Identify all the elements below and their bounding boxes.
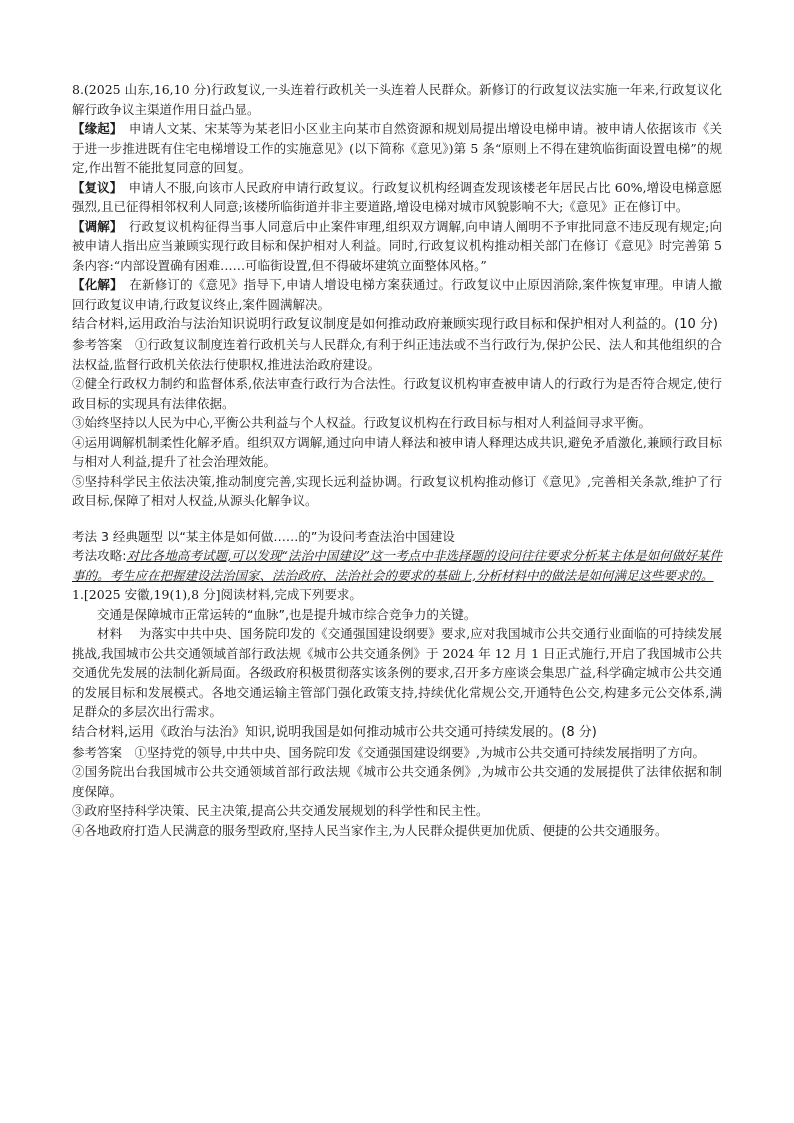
answer-text: ①行政复议制度连着行政机关与人民群众,有利于纠正违法或不当行政行为,保护公民、法人和其他组织的合法权益,监督行政机关依法行使职权,推进法治政府建设。 — [72, 337, 722, 372]
answer-8-4: ④运用调解机制柔性化解矛盾。组织双方调解,通过向申请人释法和被申请人释理达成共识,避免矛盾激化,兼顾行政目标与相对人利益,提升了社会治理效能。 — [72, 434, 722, 469]
method-3-strategy — [72, 546, 722, 585]
section-label: 【化解】 — [72, 277, 117, 292]
section-text: 申请人文某、宋某等为某老旧小区业主向某市自然资源和规划局提出增设电梯申请。被申请人依据该市《关于进一步推进既有住宅电梯增设工作的实施意见》(以下简称《意见》)第 5 条“原则上不得在建筑临街面设置电梯”的规定,作出暂不能批复同意的回复。 — [72, 121, 722, 175]
section-text: 行政复议机构征得当事人同意后中止案件审理,组织双方调解,向申请人阐明不予审批同意不违反现有规定;向被申请人指出应当兼顾实现行政目标和保护相对人利益。同时,行政复议机构推动相关部门在修订《意见》时完善第 5 条内容:“内部设置确有困难……可临街设置,但不得破坏建筑立面整体风格。” — [72, 218, 722, 273]
question-1-material — [72, 624, 722, 722]
section-label: 【复议】 — [72, 179, 117, 195]
material-label: 材料 — [97, 626, 123, 641]
answer-text: ①坚持党的领导,中共中央、国务院印发《交通强国建设纲要》,为城市公共交通可持续发展指明了方向。 — [134, 744, 705, 760]
answer-label: 参考答案 — [72, 744, 123, 760]
section-resolution — [72, 275, 722, 314]
answer-1-4: ④各地政府打造人民满意的服务型政府,坚持人民当家作主,为人民群众提供更加优质、便捷的公共交通服务。 — [72, 822, 668, 838]
question-8-prompt: 结合材料,运用政治与法治知识说明行政复议制度是如何推动政府兼顾实现行政目标和保护相对人利益的。(10 分) — [72, 317, 718, 332]
strategy-text: 对比各地高考试题,可以发现“法治中国建设”这一考点中非选择题的设问往往要求分析某主体是如何做好某件事的。考生应在把握建设法治国家、法治政府、法治社会的要求的基础上,分析材料中的做法是如何满足这些要求的。 — [72, 548, 722, 583]
strategy-label: 考法攻略: — [72, 548, 127, 563]
document-page — [72, 80, 722, 840]
section-label: 【调解】 — [72, 218, 117, 234]
method-3-title: 考法 3 经典题型 以“某主体是如何做……的”为设问考查法治中国建设 — [72, 528, 455, 544]
answer-1-3: ③政府坚持科学决策、民主决策,提高公共交通发展规划的科学性和民主性。 — [72, 803, 489, 818]
answer-8-5: ⑤坚持科学民主依法决策,推动制度完善,实现长远利益协调。行政复议机构推动修订《意见》,完善相关条款,维护了行政目标,保障了相对人权益,从源头化解争议。 — [72, 473, 722, 508]
section-text: 申请人不服,向该市人民政府申请行政复议。行政复议机构经调查发现该楼老年居民占比 60%,增设电梯意愿强烈,且已征得相邻权利人同意;该楼所临街道并非主要道路,增设电梯对城市风貌影响不大;《意见》正在修订中。 — [72, 179, 722, 214]
answer-1-1 — [72, 743, 722, 763]
question-8-intro: 8.(2025 山东,16,10 分)行政复议,一头连着行政机关一头连着人民群众。新修订的行政复议法实施一年来,行政复议化解行政争议主渠道作用日益凸显。 — [72, 82, 722, 117]
question-1-intro: 1.[2025 安徽,19(1),8 分]阅读材料,完成下列要求。 — [72, 587, 362, 602]
answer-label: 参考答案 — [72, 337, 123, 352]
material-text: 为落实中共中央、国务院印发的《交通强国建设纲要》要求,应对我国城市公共交通行业面临的可持续发展挑战,我国城市公共交通领域首部行政法规《城市公共交通条例》于 2024 年 12 月 1 日正式施行,开启了我国城市公共交通优先发展的法制化新局面。各级政府积极贯彻落实该条例的要求,召开多方座谈会集思广益,科学确定城市公共交通的发展目标和发展模式。各地交通运输主管部门强化政策支持,持续优化常规公交,开通特色公交,构建多元公交体系,满足群众的多层次出行需求。 — [72, 626, 722, 719]
answer-8-2: ②健全行政权力制约和监督体系,依法审查行政行为合法性。行政复议机构审查被申请人的行政行为是否符合规定,使行政目标的实现具有法律依据。 — [72, 376, 722, 411]
question-1-lead: 交通是保障城市正常运转的“血脉”,也是提升城市综合竞争力的关键。 — [97, 606, 477, 622]
section-text: 在新修订的《意见》指导下,申请人增设电梯方案获通过。行政复议中止原因消除,案件恢复审理。申请人撤回行政复议申请,行政复议终止,案件圆满解决。 — [72, 277, 722, 312]
section-origin — [72, 119, 722, 178]
answer-1-2: ②国务院出台我国城市公共交通领域首部行政法规《城市公共交通条例》,为城市公共交通的发展提供了法律依据和制度保障。 — [72, 764, 722, 799]
section-label: 【缘起】 — [72, 121, 117, 136]
question-1-prompt: 结合材料,运用《政治与法治》知识,说明我国是如何推动城市公共交通可持续发展的。(8 分) — [72, 724, 597, 740]
section-review — [72, 178, 722, 217]
section-mediation — [72, 217, 722, 276]
answer-8-1 — [72, 335, 722, 374]
answer-8-3: ③始终坚持以人民为中心,平衡公共利益与个人权益。行政复议机构在行政目标与相对人利益间寻求平衡。 — [72, 415, 651, 430]
